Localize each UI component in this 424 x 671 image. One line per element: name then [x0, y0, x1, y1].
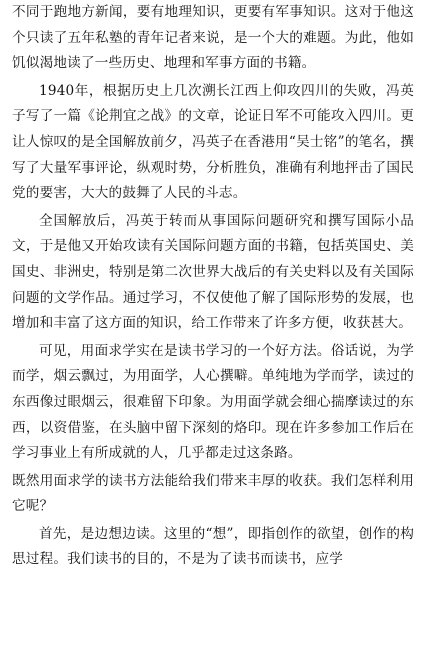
paragraph-3: 全国解放后，冯英于转而从事国际问题研究和撰写国际小品文，于是他又开始攻读有关国际问题方面的书籍，包括英国史、美国史、非洲史，特别是第二次世界大战后的有关史料以及有关国际问题的文学作品。通过学习，不仅使他了解了国际形势的发展，也增加和丰富了这方面的知识，给工作带来了许多方便，收获甚大。 [12, 212, 414, 332]
paragraph-5: 既然用面求学的读书方法能给我们带来丰厚的收获。我们怎样利用它呢？ [12, 472, 414, 515]
paragraph-6: 首先，是边想边读。这里的“想”，即指创作的欲望，创作的构思过程。我们读书的目的，不是为了读书而读书，应学 [12, 525, 414, 568]
paragraph-1: 不同于跑地方新闻，要有地理知识，更要有军事知识。这对于他这个只读了五年私塾的青年记者来说，是一个大的难题。为此，他如饥似渴地读了一些历史、地理和军事方面的书籍。 [12, 4, 414, 72]
paragraph-2: 1940年，根据历史上几次溯长江西上仰攻四川的失败，冯英子写了一篇《论荆宜之战》的文章，论证日军不可能攻入四川。更让人惊叹的是全国解放前夕，冯英子在香港用“吴士铭”的笔名，撰写了大量军事评论，纵观时势，分析胜负，准确有利地抨击了国民党的要害，大大的鼓舞了人民的斗志。 [12, 82, 414, 202]
paragraph-4: 可见，用面求学实在是读书学习的一个好方法。俗话说，为学而学，烟云飘过，为用面学，人心撰噼。单纯地为学而学，读过的东西像过眼烟云，很难留下印象。为用面学就会细心揣摩读过的东西，以资借鉴，在头脑中留下深刻的烙印。现在许多参加工作后在学习事业上有所成就的人，几乎都走过这条路。 [12, 342, 414, 462]
